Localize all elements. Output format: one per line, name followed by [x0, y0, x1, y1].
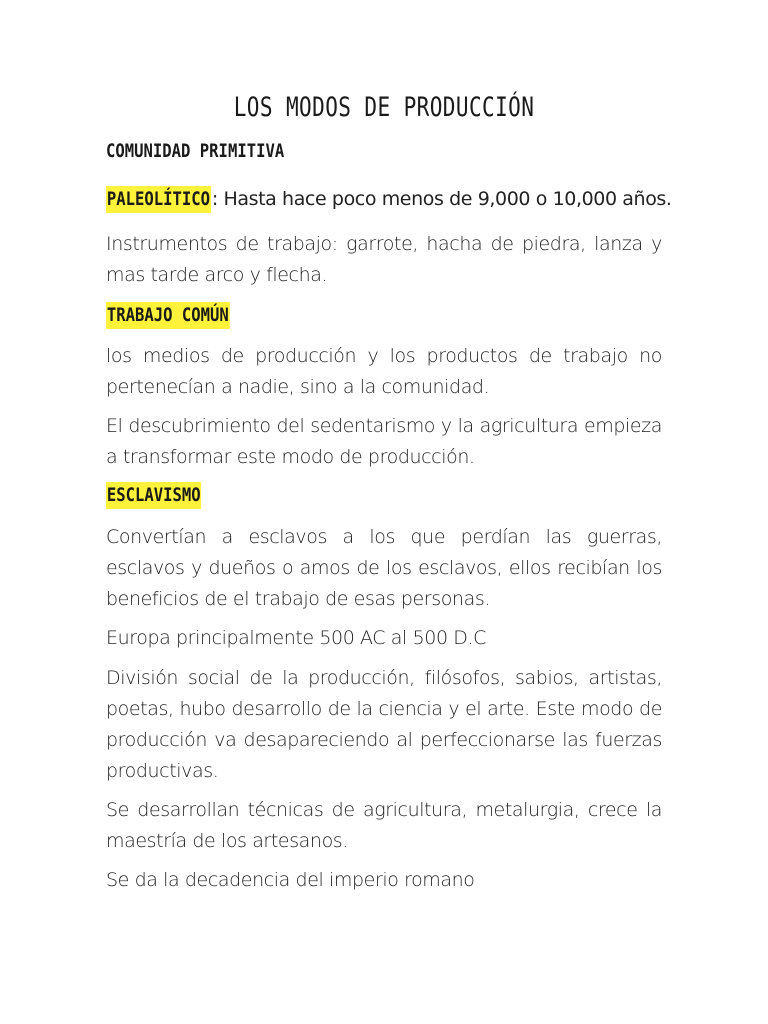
- heading-esclavismo: ESCLAVISMO: [106, 482, 201, 509]
- paragraph-convertian: Convertían a esclavos a los que perdían las guerras, esclavos y dueños o amos de los esclavos, ellos recibían los beneficios de el trabajo de esas personas.: [106, 526, 662, 610]
- paragraph-division: División social de la producción, filósofos, sabios, artistas, poetas, hubo desarrollo de la ciencia y el arte. Este modo de producción va desapareciendo al perfeccionarse las fuerzas productivas.: [106, 667, 662, 782]
- paleolitico-line: [106, 186, 672, 213]
- paragraph-europa: Europa principalmente 500 AC al 500 D.C: [106, 627, 487, 649]
- page-title: LOS MODOS DE PRODUCCIÓN: [233, 92, 535, 123]
- heading-paleolitico: PALEOLÍTICO: [106, 186, 211, 213]
- paragraph-instrumentos: Instrumentos de trabajo: garrote, hacha de piedra, lanza y mas tarde arco y flecha.: [106, 233, 662, 286]
- paragraph-tecnicas: Se desarrollan técnicas de agricultura, metalurgia, crece la maestría de los artesanos.: [106, 799, 662, 852]
- paleolitico-text: : Hasta hace poco menos de 9,000 o 10,000 años.: [211, 188, 672, 210]
- paragraph-decadencia: Se da la decadencia del imperio romano: [106, 869, 475, 891]
- heading-trabajo-comun-wrap: [106, 304, 230, 326]
- heading-comunidad-primitiva: COMUNIDAD PRIMITIVA: [106, 140, 285, 162]
- heading-trabajo-comun: TRABAJO COMÚN: [106, 302, 230, 329]
- paragraph-descubrimiento: El descubrimiento del sedentarismo y la agricultura empieza a transformar este modo de producción.: [106, 415, 662, 468]
- heading-esclavismo-wrap: [106, 484, 201, 506]
- paragraph-medios: los medios de producción y los productos de trabajo no pertenecían a nadie, sino a la comunidad.: [106, 345, 662, 398]
